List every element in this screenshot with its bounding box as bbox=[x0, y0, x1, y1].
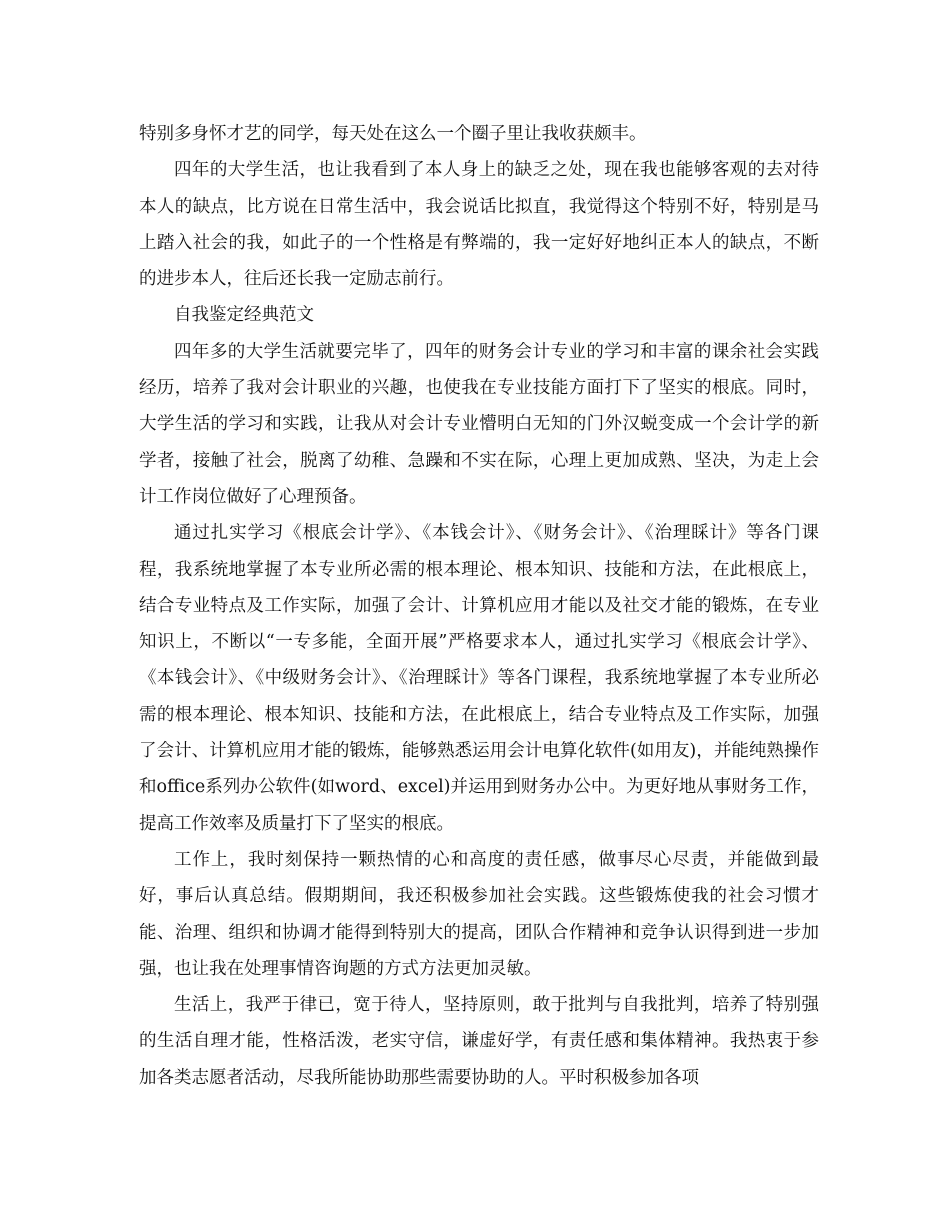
paragraph-intro: 四年多的大学生活就要完毕了，四年的财务会计专业的学习和丰富的课余社会实践经历，培养了我对会计职业的兴趣，也使我在专业技能方面打下了坚实的根底。同时，大学生活的学习和实践，让我从对会计专业懵明白无知的门外汉蜕变成一个会计学的新学者，接触了社会，脱离了幼稚、急躁和不实在际，心理上更加成熟、坚决，为走上会计工作岗位做好了心理预备。 bbox=[139, 341, 819, 507]
paragraph-studies: 通过扎实学习《根底会计学》、《本钱会计》、《财务会计》、《治理睬计》等各门课程，我系统地掌握了本专业所必需的根本理论、根本知识、技能和方法，在此根底上，结合专业特点及工作实际，加强了会计、计算机应用才能以及社交才能的锻炼，在专业知识上，不断以“一专多能，全面开展”严格要求本人，通过扎实学习《根底会计学》、《本钱会计》、《中级财务会计》、《治理睬计》等各门课程，我系统地掌握了本专业所必需的根本理论、根本知识、技能和方法，在此根底上，结合专业特点及工作实际，加强了会计、计算机应用才能的锻炼，能够熟悉运用会计电算化软件(如用友)，并能纯熟操作和office系列办公软件(如word、excel)并运用到财务办公中。为更好地从事财务工作，提高工作效率及质量打下了坚实的根底。 bbox=[139, 523, 819, 834]
paragraph-life: 生活上，我严于律已，宽于待人，坚持原则，敢于批判与自我批判，培养了特别强的生活自理才能，性格活泼，老实守信，谦虚好学，有责任感和集体精神。我热衷于参加各类志愿者活动，尽我所能协助那些需要协助的人。平时积极参加各项 bbox=[139, 995, 819, 1088]
paragraph-work: 工作上，我时刻保持一颗热情的心和高度的责任感，做事尽心尽责，并能做到最好，事后认真总结。假期期间，我还积极参加社会实践。这些锻炼使我的社会习惯才能、治理、组织和协调才能得到特别大的提高，团队合作精神和竞争认识得到进一步加强，也让我在处理事情咨询题的方式方法更加灵敏。 bbox=[139, 849, 819, 979]
paragraph-continued: 特别多身怀才艺的同学，每天处在这么一个圈子里让我收获颇丰。 bbox=[139, 124, 647, 144]
document-body bbox=[139, 116, 819, 1096]
paragraph-shortcomings: 四年的大学生活，也让我看到了本人身上的缺乏之处，现在我也能够客观的去对待本人的缺点，比方说在日常生活中，我会说话比拟直，我觉得这个特别不好，特别是马上踏入社会的我，如此子的一个性格是有弊端的，我一定好好地纠正本人的缺点，不断的进步本人，往后还长我一定励志前行。 bbox=[139, 160, 819, 290]
section-heading: 自我鉴定经典范文 bbox=[174, 305, 314, 326]
